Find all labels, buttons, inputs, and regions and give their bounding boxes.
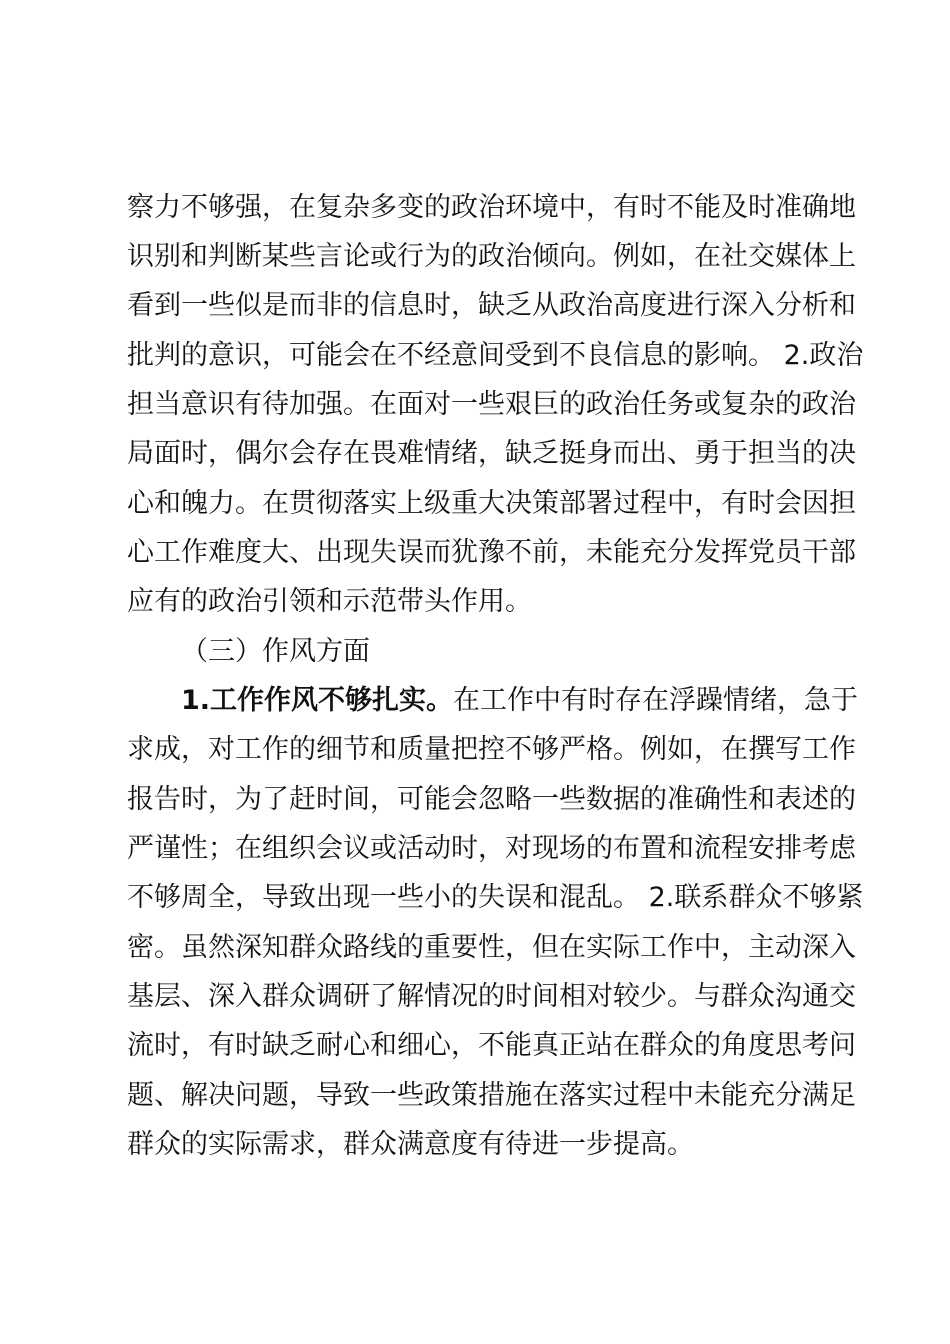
body-line: 识别和判断某些言论或行为的政治倾向。例如，在社交媒体上 xyxy=(127,241,856,272)
body-line: 题、解决问题，导致一些政策措施在落实过程中未能充分满足 xyxy=(127,1080,856,1111)
body-line: 严谨性；在组织会议或活动时，对现场的布置和流程安排考虑 xyxy=(127,833,856,864)
item-heading: 1.工作作风不够扎实。 xyxy=(181,685,454,716)
body-line: 流时，有时缺乏耐心和细心，不能真正站在群众的角度思考问 xyxy=(127,1030,856,1061)
section-heading: （三）作风方面 xyxy=(181,636,370,667)
body-line: 密。虽然深知群众路线的重要性，但在实际工作中，主动深入 xyxy=(127,932,856,963)
paragraph-text: 在工作中有时存在浮躁情绪，急于 xyxy=(453,685,859,716)
body-line: 求成，对工作的细节和质量把控不够严格。例如，在撰写工作 xyxy=(127,734,856,765)
body-line: 报告时，为了赶时间，可能会忽略一些数据的准确性和表述的 xyxy=(127,784,856,815)
body-line: 不够周全，导致出现一些小的失误和混乱。 2.联系群众不够紧 xyxy=(127,882,864,913)
body-line: 局面时，偶尔会存在畏难情绪，缺乏挺身而出、勇于担当的决 xyxy=(127,438,856,469)
body-line: 心和魄力。在贯彻落实上级重大决策部署过程中，有时会因担 xyxy=(127,488,856,519)
body-line: 应有的政治引领和示范带头作用。 xyxy=(127,586,532,617)
body-line: 群众的实际需求，群众满意度有待进一步提高。 xyxy=(127,1129,694,1160)
body-line: 基层、深入群众调研了解情况的时间相对较少。与群众沟通交 xyxy=(127,981,856,1012)
body-line: 看到一些似是而非的信息时，缺乏从政治高度进行深入分析和 xyxy=(127,290,856,321)
body-line: 察力不够强，在复杂多变的政治环境中，有时不能及时准确地 xyxy=(127,192,856,223)
body-line: 心工作难度大、出现失误而犹豫不前，未能充分发挥党员干部 xyxy=(127,537,856,568)
body-line: 担当意识有待加强。在面对一些艰巨的政治任务或复杂的政治 xyxy=(127,389,856,420)
body-line: 批判的意识，可能会在不经意间受到不良信息的影响。 2.政治 xyxy=(127,340,864,371)
paragraph-first-line xyxy=(181,676,859,726)
